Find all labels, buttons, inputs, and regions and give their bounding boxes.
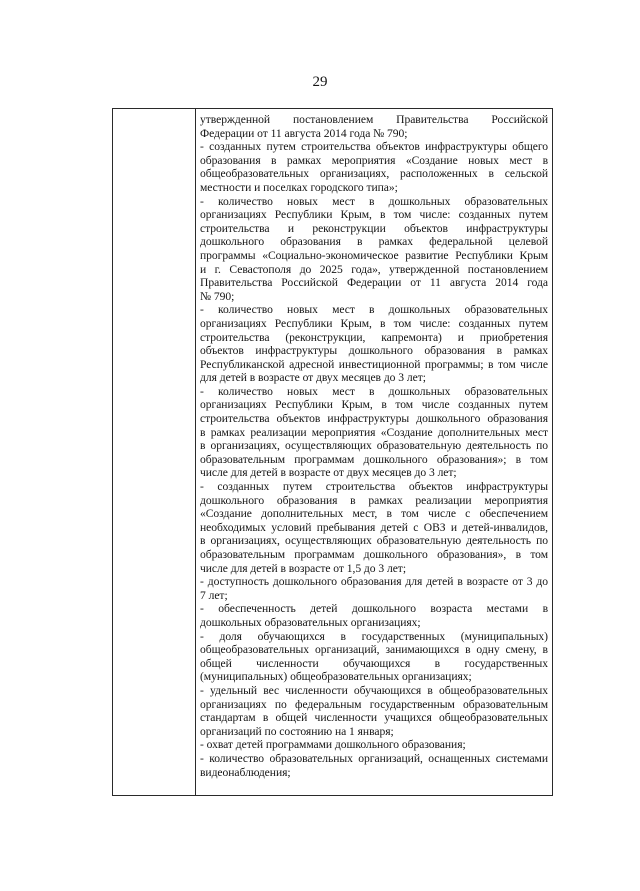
text-line: в организациях, осуществляющих образовательную деятельность по bbox=[200, 439, 548, 453]
column-divider bbox=[195, 109, 196, 795]
text-line: - обеспеченность детей дошкольного возраста местами в bbox=[200, 602, 548, 616]
text-line: местности и поселках городского типа»; bbox=[200, 180, 398, 194]
text-line: дошкольного образования в рамках федеральной целевой bbox=[200, 235, 548, 249]
text-line: - удельный вес численности обучающихся в общеобразовательных bbox=[200, 683, 548, 697]
text-line: объектов инфраструктуры дошкольного образования в рамках bbox=[200, 344, 548, 358]
indicator-paragraph bbox=[200, 140, 548, 194]
text-line: - количество новых мест в дошкольных образовательных bbox=[200, 194, 548, 208]
indicator-paragraph bbox=[200, 752, 548, 779]
text-line: в рамках реализации мероприятия «Создание дополнительных мест bbox=[200, 425, 548, 439]
text-line: - доступность дошкольного образования для детей в возрасте от 3 до bbox=[200, 575, 548, 589]
text-line: «Создание дополнительных мест, в том числе с обеспечением bbox=[200, 507, 548, 521]
text-line: утвержденной постановлением Правительства Российской bbox=[200, 113, 548, 126]
text-line: числе для детей в возрасте от 1,5 до 3 лет; bbox=[200, 561, 406, 575]
indicator-paragraph bbox=[200, 385, 548, 480]
document-table bbox=[112, 108, 553, 796]
indicator-paragraph bbox=[200, 480, 548, 575]
text-line: строительства и реконструкции объектов инфраструктуры bbox=[200, 221, 548, 235]
text-line: - количество образовательных организаций, оснащенных системами bbox=[200, 751, 548, 765]
indicator-paragraph bbox=[200, 113, 548, 140]
text-line: № 790; bbox=[200, 289, 235, 303]
text-line: общеобразовательных организаций, занимающихся в одну смену, в bbox=[200, 643, 548, 657]
indicator-paragraph bbox=[200, 630, 548, 684]
text-line: организациях Республики Крым, в том числе созданных путем bbox=[200, 398, 548, 412]
text-line: образовательным программам дошкольного образования»; в том bbox=[200, 452, 548, 466]
text-line: в организациях, осуществляющих образовательную деятельность по bbox=[200, 534, 548, 548]
text-line: строительства (реконструкции, капремонта) и приобретения bbox=[200, 330, 548, 344]
text-line: - количество новых мест в дошкольных образовательных bbox=[200, 303, 548, 317]
text-line: организациях по федеральным государственным образовательным bbox=[200, 697, 548, 711]
text-line: - охват детей программами дошкольного образования; bbox=[200, 738, 466, 752]
text-line: организаций по состоянию на 1 января; bbox=[200, 724, 394, 738]
text-line: общей численности обучающихся в государственных bbox=[200, 656, 548, 670]
text-line: и г. Севастополя до 2025 года», утвержденной постановлением bbox=[200, 262, 548, 276]
text-line: организациях Республики Крым, в том числе: созданных путем bbox=[200, 208, 548, 222]
text-line: образовательным программам дошкольного образования», в том bbox=[200, 548, 548, 561]
indicator-paragraph bbox=[200, 575, 548, 602]
indicator-paragraph bbox=[200, 303, 548, 385]
text-line: дошкольных образовательных организациях; bbox=[200, 615, 421, 629]
text-line: - созданных путем строительства объектов инфраструктуры общего bbox=[200, 140, 548, 154]
text-line: Правительства Российской Федерации от 11 августа 2014 года bbox=[200, 276, 548, 290]
indicator-paragraph bbox=[200, 738, 548, 752]
text-line: видеонаблюдения; bbox=[200, 765, 291, 779]
text-line: стандартам в общей численности учащихся общеобразовательных bbox=[200, 711, 548, 725]
text-line: Федерации от 11 августа 2014 года № 790; bbox=[200, 126, 408, 140]
indicators-cell bbox=[200, 113, 548, 779]
indicator-paragraph bbox=[200, 195, 548, 304]
text-line: дошкольного образования в рамках реализации мероприятия bbox=[200, 493, 548, 507]
text-line: программы «Социально-экономическое развитие Республики Крым bbox=[200, 248, 548, 262]
text-line: - созданных путем строительства объектов инфраструктуры bbox=[200, 480, 548, 494]
text-line: 7 лет; bbox=[200, 588, 228, 602]
text-line: - количество новых мест в дошкольных образовательных bbox=[200, 384, 548, 398]
text-line: общеобразовательных организациях, расположенных в сельской bbox=[200, 167, 548, 181]
text-line: (муниципальных) общеобразовательных организациях; bbox=[200, 670, 472, 684]
text-line: образования в рамках мероприятия «Создание новых мест в bbox=[200, 153, 548, 167]
text-line: строительства объектов инфраструктуры дошкольного образования bbox=[200, 412, 548, 426]
text-line: - доля обучающихся в государственных (муниципальных) bbox=[200, 629, 548, 643]
text-line: необходимых условий пребывания детей с ОВЗ и детей-инвалидов, bbox=[200, 520, 548, 534]
page-number: 29 bbox=[312, 74, 328, 90]
text-line: организациях Республики Крым, в том числе: созданных путем bbox=[200, 316, 548, 330]
text-line: для детей в возрасте от двух месяцев до 3 лет; bbox=[200, 371, 426, 385]
indicator-paragraph bbox=[200, 602, 548, 629]
indicator-paragraph bbox=[200, 684, 548, 738]
text-line: числе для детей в возрасте от двух месяцев до 3 лет; bbox=[200, 466, 457, 480]
text-line: Республиканской адресной инвестиционной программы; в том числе bbox=[200, 357, 548, 371]
